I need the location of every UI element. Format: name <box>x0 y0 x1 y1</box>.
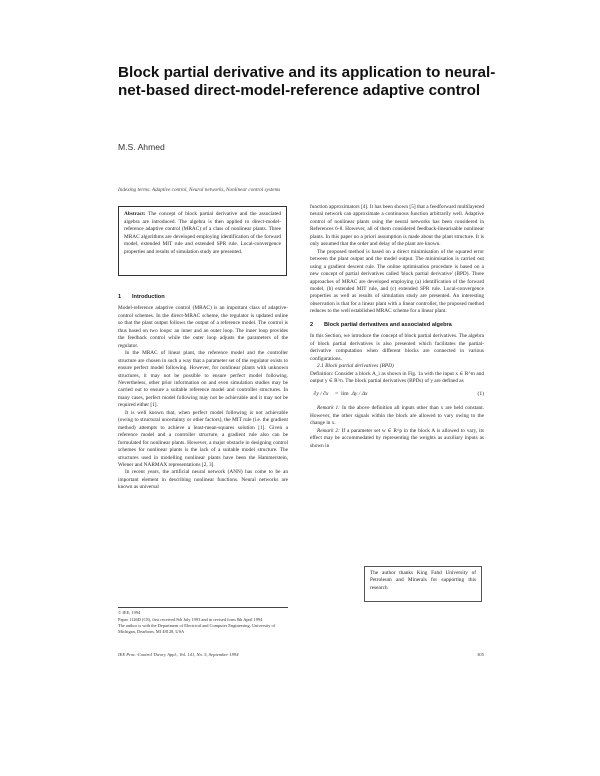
equation-lim: lim <box>341 390 349 397</box>
intro-continued-paragraph: function approximators [4]. It has been shown [5] that a feedforward multilayered neural network can approximate a continuous function arbitrarily well. Adaptive control of nonlinear plants using the neural networks has been considered in References 6-8. However, all of them considered feedback-linearisable nonlinear plants. In this paper no a priori assumption is made about the plant structure. It is only assumed that the order and delay of the plant are known. <box>310 204 484 248</box>
equation-fraction: Δy / Δx <box>351 390 368 397</box>
section-1-paragraph: It is well known that, when perfect model following is not achievable (owing to structural uncertainty or other factors), the MIT rule (i.e. the gradient method) attempts to achieve a least-mean-squares solution [1]. Given a reference model and a controller structure, a gradient rule also can be formulated for nonlinear plants. However, a major obstacle in designing control schemes for nonlinear plants is the lack of a suitable model structure. The structures used in modelling nonlinear plants have been the Hammerstein, Wiener and NARMAX representations [2, 3]. <box>118 409 288 468</box>
footnote-rule <box>118 607 288 608</box>
equation-1: ∂y / ∂x = lim Δy / Δx (1) <box>310 387 484 401</box>
footnote-affiliation: The author is with the Department of Electrical and Computer Engineering, University of Michigan, Dearborn, MI 48128, USA <box>118 623 276 634</box>
journal-citation: IEE Proc.-Control Theory Appl., Vol. 141, No. 5, September 1994 <box>118 652 239 657</box>
author-name: M.S. Ahmed <box>118 142 165 152</box>
paper-title: Block partial derivative and its application to neural-net-based direct-model-reference adaptive control <box>118 64 496 99</box>
equation-number: (1) <box>477 390 484 397</box>
right-column <box>310 204 484 450</box>
indexing-terms: Indexing terms: Adaptive control, Neural networks, Nonlinear control systems <box>118 187 281 193</box>
remark-1: Remark 1: In the above definition all inputs other than x are held constant. However, the other signals within the block are allowed to vary owing to the change in x. <box>310 405 485 427</box>
abstract-label: Abstract: <box>124 211 146 217</box>
acknowledgement-box: The author thanks King Fahd University of Petroleum and Minerals for supporting this research <box>364 566 482 602</box>
intro-continued-paragraph: The proposed method is based on a direct minimisation of the squared error between the plant output and the model output. The minimisation is carried out using a gradient descent rule. The online optimisation procedure is based on a new concept of partial derivatives called 'block partial derivative' (BPD). Three approaches of MRAC are developed employing (a) identification of the forward model, (b) extended MIT rule, and (c) extended SPR rule. Local-convergence properties as well as results of simulation study are presented. An interesting observation is that for a linear plant with a linear controller, the proposed method reduces to the well established MRAC scheme for a linear plant. <box>310 248 484 315</box>
section-2-heading: 2 Block partial derivatives and associated algebra <box>310 321 452 328</box>
page-number: 305 <box>477 652 484 657</box>
section-1-heading: 1 Introduction <box>118 294 165 300</box>
section-1-paragraph: In recent years, the artificial neural network (ANN) has come to be an important element in describing nonlinear functions. Neural networks are known as universal <box>118 469 288 491</box>
section-1-paragraph: In the MRAC of linear plant, the reference model and the controller structure are chosen in such a way that a parameter set of the regulator exists to ensure perfect model following. However, for nonlinear plants with unknown structures, it may not be possible to ensure perfect model following. Nevertheless, other prior information on and even simulation studies may be carried out to ensure a suitable reference model and controller structures. In many cases, perfect model following may not be achievable and it may not be required either [1]. <box>118 350 288 409</box>
definition-text: Definition: Consider a block A_i as shown in Fig. 1a with the input x ∈ R^m and output y ∈ R^n. The block partial derivatives (BPDs) of y are defined as <box>310 370 484 384</box>
abstract-box <box>118 206 287 276</box>
section-2-paragraph: In this Section, we introduce the concept of block partial derivatives. The algebra of block partial derivatives is also presented which facilitates the partial-derivative computation when different blocks are connected in various configurations. <box>310 333 484 362</box>
left-column <box>118 294 288 492</box>
remark-2: Remark 2: If a parameter set w ∈ R^p in the block A is allowed to vary, its effect may be accommodated by representing the weights as auxiliary inputs as shown in <box>310 427 484 449</box>
footnote-copyright: © IEE, 1994 <box>118 610 141 615</box>
footnote-paper-info: Paper 1126D (C8), first received 8th July 1993 and in revised form 8th April 1994 <box>118 616 263 622</box>
abstract-text: The concept of block partial derivative and the associated algebra are introduced. The algebra is then applied to direct-model-reference adaptive control (MRAC) of a class of nonlinear plants. Three MRAC algorithms are developed employing identification of the forward model, extended MIT rule and extended SPR rule. Local-convergence properties and results of simulation study are presented. <box>124 211 281 255</box>
footnote <box>118 607 288 635</box>
section-1-paragraph: Model-reference adaptive control (MRAC) is an important class of adaptive-control schemes. In the direct-MRAC scheme, the regulator is updated online so that the plant output follows the output of a reference model. The control is thus based on two loops: an inner and an outer loop. The inner loop provides the feedback control while the outer loop adjusts the parameters of the regulator. <box>118 305 288 349</box>
journal-footer <box>118 652 484 657</box>
subsection-heading: 2.1 Block partial derivatives (BPD) <box>317 363 394 370</box>
equation-lhs: ∂y / ∂x <box>313 390 329 397</box>
